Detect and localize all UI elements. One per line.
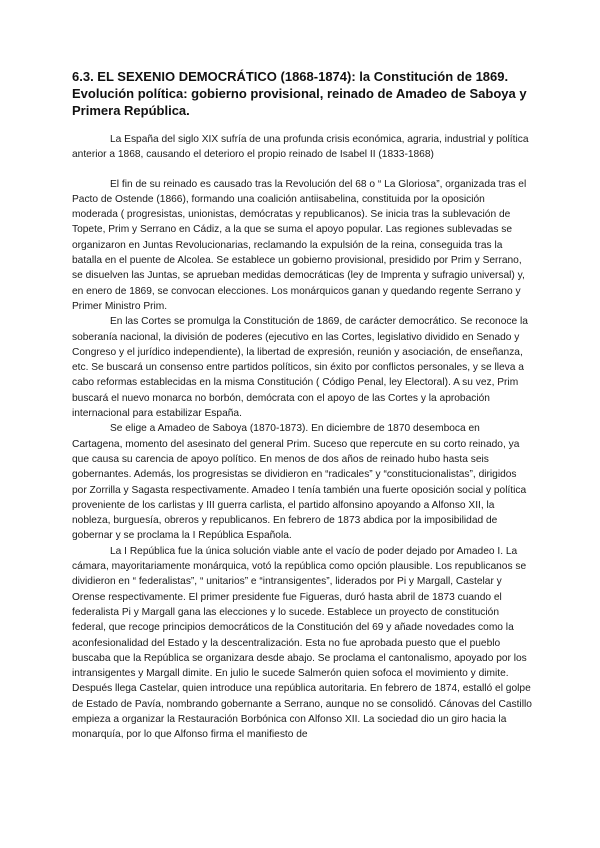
paragraph-republic: La I República fue la única solución viable ante el vacío de poder dejado por Amadeo I. La cámara, mayoritariamente monárquica, votó la república como opción plausible. Los republicanos se dividieron en “ federalistas”, “ unitarios” e “intransigentes”, liderados por Pi y Margall, Castelar y Orense respectivamente. El primer presidente fue Figueras, duró hasta abril de 1873 cuando el federalista Pi y Margall gana las elecciones y lo sucede. Establece un proyecto de constitución federal, que recoge principios democráticos de la Constitución del 69 y añade novedades como la aconfesionalidad del Estado y la descentralización. Esta no fue aprobada puesto que el pueblo buscaba que la República se organizara desde abajo. Se proclama el cantonalismo, apoyado por los intransigentes y Margall dimite. En julio le sucede Salmerón quien sofoca el movimiento y dimite. Después llega Castelar, quien introduce una república autoritaria. En febrero de 1874, estalló el golpe de Estado de Pavía, nombrando gobernante a Serrano, aunque no se consolidó. Cánovas del Castillo empieza a organizar la Restauración Borbónica con Alfonso XII. La sociedad dio un giro hacia la monarquía, por lo que Alfonso firma el manifiesto de [72,545,532,741]
paragraph-revolution: El fin de su reinado es causado tras la Revolución del 68 o “ La Gloriosa”, organizada tras el Pacto de Ostende (1866), formando una coalición antiisabelina, constituida por la oposición moderada ( progresistas, unionistas, demócratas y republicanos). Se inicia tras la sublevación de Topete, Prim y Serrano en Cádiz, a la que se suma el apoyo popular. Las regiones sublevadas se organizaron en Juntas Revolucionarias, reclamando la expulsión de la reina, conseguida tras la batalla en el puente de Alcolea. Se establece un gobierno provisional, presidido por Prim y Serrano, se disuelven las Juntas, se aprueban medidas democráticas (ley de Imprenta y sufragio universal) y, en enero de 1869, se convocan elecciones. Los monárquicos ganan y quedando regente Serrano y Primer Ministro Prim. [72,178,527,312]
document-title: 6.3. EL SEXENIO DEMOCRÁTICO (1868-1874): la Constitución de 1869. Evolución política: gobierno provisional, reinado de Amadeo de Saboya y Primera República. [72,69,527,118]
paragraph-amadeo: Se elige a Amadeo de Saboya (1870-1873). En diciembre de 1870 desemboca en Cartagena, momento del asesinato del general Prim. Suceso que repercute en su corto reinado, ya que causa su carencia de apoyo político. En menos de dos años de reinado hubo hasta seis gobernantes. Además, los progresistas se dividieron en “radicales” y “constitucionalistas”, dirigidos por Zorrilla y Sagasta respectivamente. Amadeo I tenía también una fuerte oposición social y política proveniente de los carlistas y III guerra carlista, el partido alfonsino apoyando a Alfonso XII, la nobleza, burguesía, obreros y republicanos. En febrero de 1873 abdica por la imposibilidad de gobernar y se proclama la I República Española. [72,423,527,542]
document-body [72,132,532,743]
paragraph-constitution: En las Cortes se promulga la Constitución de 1869, de carácter democrático. Se reconoce la soberanía nacional, la división de poderes (ejecutivo en las Cortes, legislativo dividido en Senado y Congreso y el jurídico independiente), la libertad de expresión, reunión y asociación, de enseñanza, etc. Se buscará un consenso entre partidos políticos, sin éxito por conflictos personales, y se lleva a cabo reformas establecidas en la misma Constitución ( Código Penal, ley Electoral). A su vez, Prim buscará el nuevo monarca no borbón, demócrata con el apoyo de las Cortes y la aprobación internacional para estabilizar España. [72,316,528,420]
paragraph-intro: La España del siglo XIX sufría de una profunda crisis económica, agraria, industrial y política anterior a 1868, causando el deterioro el propio reinado de Isabel II (1833-1868) [72,134,529,161]
paragraph-gap [72,163,532,177]
